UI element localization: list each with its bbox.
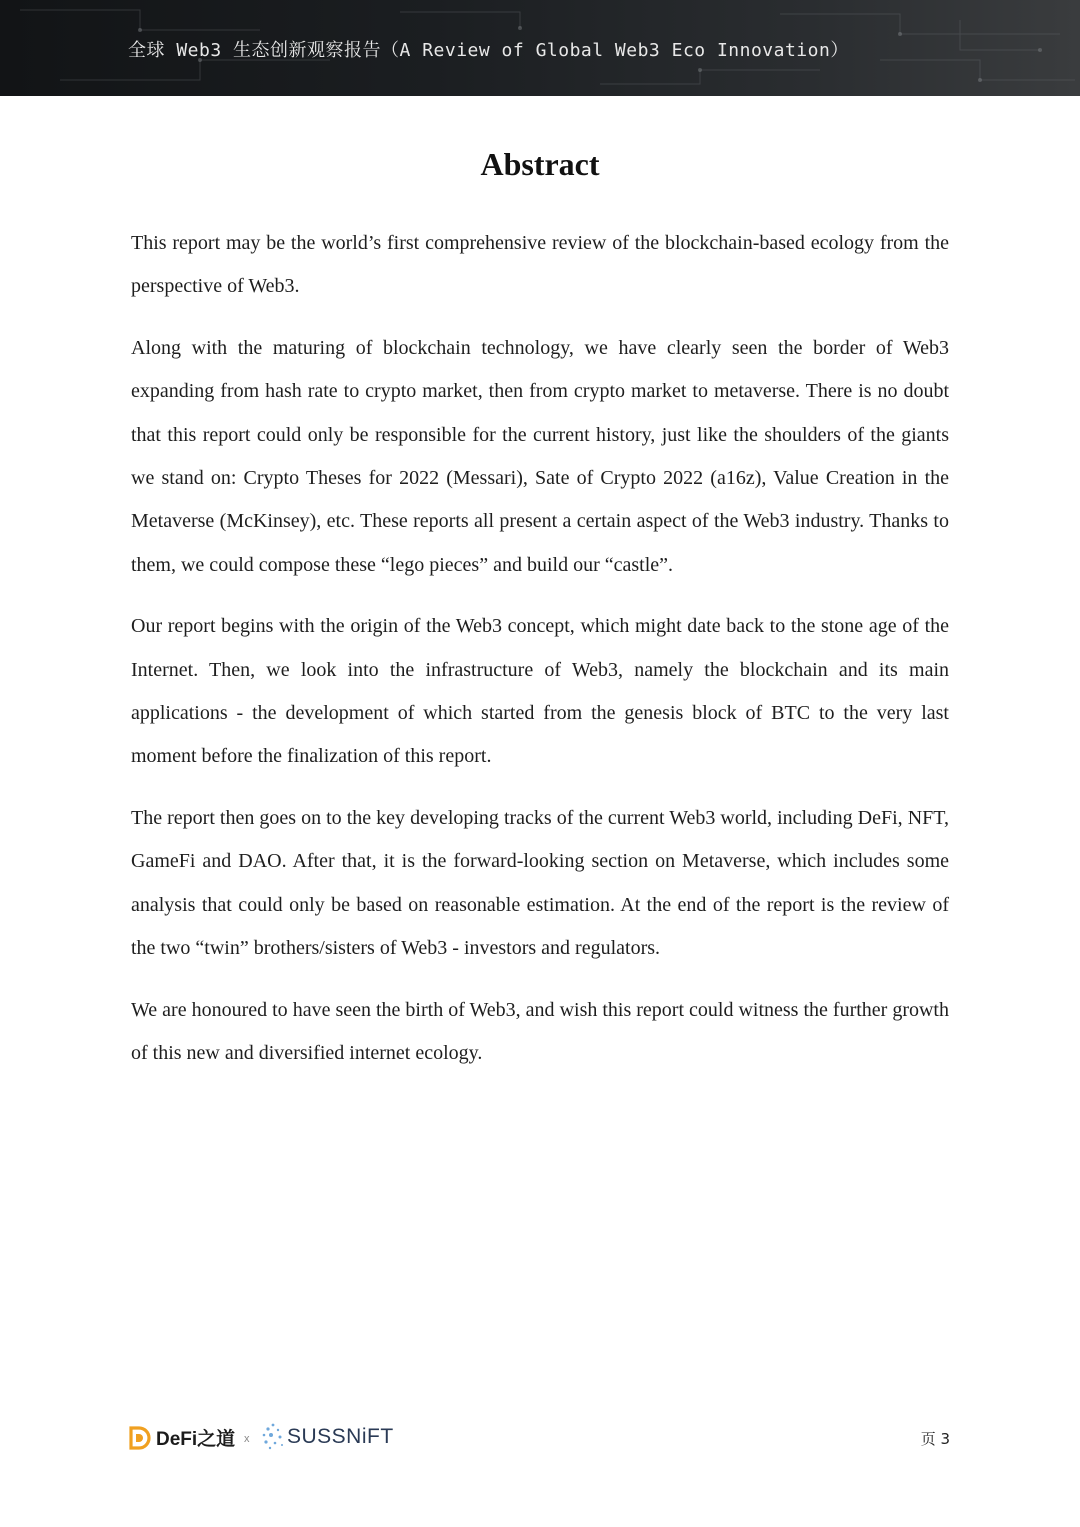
report-header-title: 全球 Web3 生态创新观察报告（A Review of Global Web3 Eco Innovation） (128, 40, 849, 61)
page-title: Abstract (480, 146, 600, 182)
abstract-paragraph-2: Along with the maturing of blockchain technology, we have clearly seen the border of Web3 expanding from hash rate to crypto market, then from crypto market to metaverse. There is no doubt that this report could only be responsible for the current history, just like the shoulders of the giants we stand on: Crypto Theses for 2022 (Messari), Sate of Crypto 2022 (a16z), Value Creation in the Metaverse (McKinsey), etc. These reports all present a certain aspect of the Web3 industry. Thanks to them, we could compose these “lego pieces” and build our “castle”. (131, 336, 949, 576)
report-header-band (0, 0, 1080, 96)
abstract-paragraph-5: We are honoured to have seen the birth of Web3, and wish this report could witness the further growth of this new and diversified internet ecology. (131, 998, 949, 1064)
abstract-paragraph-3: Our report begins with the origin of the Web3 concept, which might date back to the stone age of the Internet. Then, we look into the infrastructure of Web3, namely the blockchain and its main applications - the development of which started from the genesis block of BTC to the very last moment before the finalization of this report. (131, 615, 949, 768)
defi-d-icon (128, 1426, 152, 1450)
sussnift-logo (260, 1422, 394, 1452)
page-footer (128, 1420, 950, 1460)
sussnift-logo-text: SUSSNiFT (287, 1425, 394, 1448)
defi-logo-text: DeFi之道 (156, 1429, 236, 1450)
sussnift-dots-icon (260, 1422, 286, 1452)
logo-separator: x (244, 1433, 250, 1445)
abstract-paragraph-1: This report may be the world’s first comprehensive review of the blockchain-based ecology from the perspective of Web3. (131, 232, 949, 298)
defi-logo (128, 1424, 235, 1451)
abstract-body (131, 222, 949, 1093)
abstract-paragraph-4: The report then goes on to the key developing tracks of the current Web3 world, including DeFi, NFT, GameFi and DAO. After that, it is the forward-looking section on Metaverse, which includes some analysis that could only be based on reasonable estimation. At the end of the report is the review of the two “twin” brothers/sisters of Web3 - investors and regulators. (131, 806, 949, 960)
page-number: 页 3 (920, 1430, 950, 1448)
